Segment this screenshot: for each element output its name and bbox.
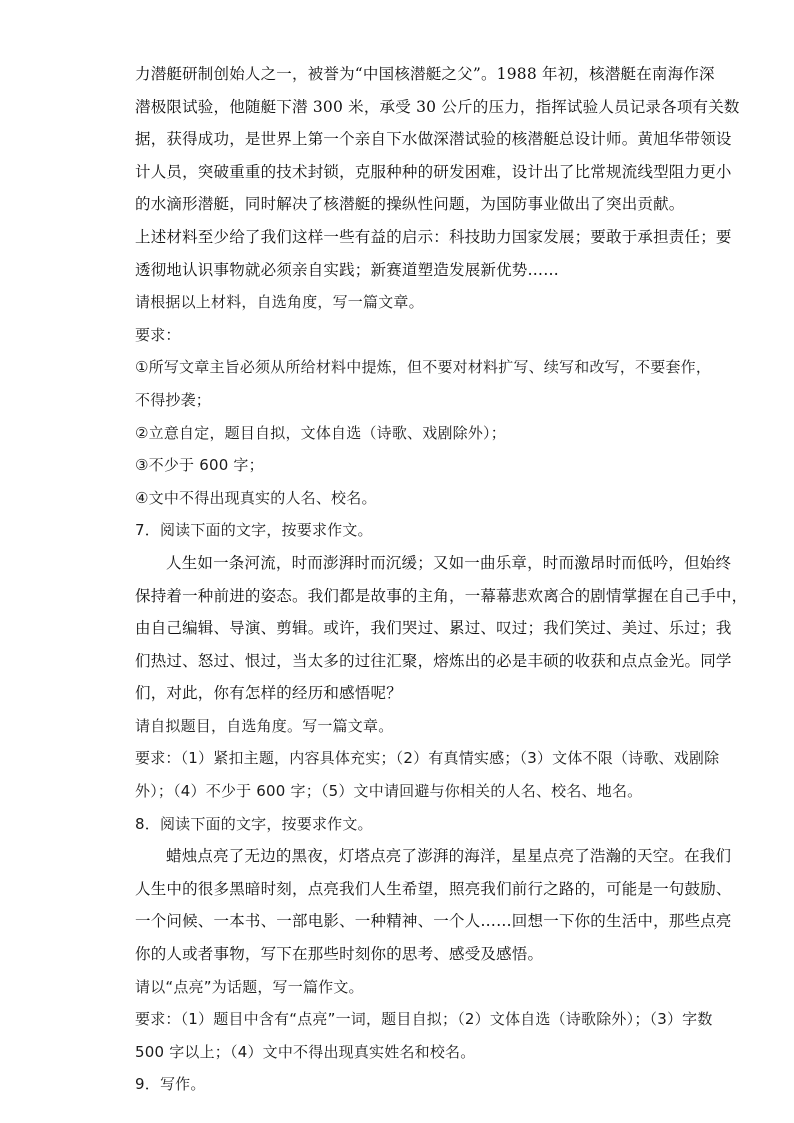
question-heading: 8．阅读下面的文字，按要求作文。 — [135, 814, 373, 833]
passage-line: 一个问候、一本书、一部电影、一种精神、一个人……回想一下你的生活中，那些点亮 — [135, 912, 732, 931]
requirement-item: 500 字以上；（4）文中不得出现真实姓名和校名。 — [135, 1042, 476, 1061]
requirement-item: ④文中不得出现真实的人名、校名。 — [135, 488, 377, 507]
passage-line: 人生中的很多黑暗时刻，点亮我们人生希望，照亮我们前行之路的，可能是一句鼓励、 — [135, 879, 732, 898]
requirements-label: 要求： — [135, 325, 181, 344]
passage-line: 你的人或者事物，写下在那些时刻你的思考、感受及感悟。 — [135, 945, 544, 964]
task-prompt: 请根据以上材料，自选角度，写一篇文章。 — [135, 293, 424, 312]
passage-line: 人生如一条河流，时而澎湃时而沉缓；又如一曲乐章，时而激昂时而低吟，但始终 — [166, 553, 732, 572]
requirement-item: 不得抄袭； — [135, 390, 212, 409]
material-line: 力潜艇研制创始人之一，被誉为“中国核潜艇之父”。1988 年初，核潜艇在南海作深 — [135, 65, 715, 83]
material-line: 透彻地认识事物就必须亲自实践；新赛道塑造发展新优势…… — [135, 260, 559, 279]
question-heading: 9．写作。 — [135, 1075, 206, 1094]
passage-line: 保持着一种前进的姿态。我们都是故事的主角，一幕幕悲欢离合的剧情掌握在自己手中， — [135, 586, 748, 605]
question-heading: 7．阅读下面的文字，按要求作文。 — [135, 521, 373, 540]
requirement-item: ①所写文章主旨必须从所给材料中提炼，但不要对材料扩写、续写和改写，不要套作， — [135, 358, 712, 377]
passage-line: 蜡烛点亮了无边的黑夜，灯塔点亮了澎湃的海洋，星星点亮了浩瀚的天空。在我们 — [166, 847, 732, 866]
passage-line: 们，对此，你有怎样的经历和感悟呢？ — [135, 684, 402, 703]
material-line: 潜极限试验，他随艇下潜 300 米，承受 30 公斤的压力，指挥试验人员记录各项有关数 — [135, 97, 740, 116]
material-line: 上述材料至少给了我们这样一些有益的启示：科技助力国家发展；要敢于承担责任；要 — [135, 227, 732, 246]
page-content — [135, 58, 748, 1101]
material-line: 的水滴形潜艇，同时解决了核潜艇的操纵性问题，为国防事业做出了突出贡献。 — [135, 195, 685, 214]
task-prompt: 请自拟题目，自选角度。写一篇文章。 — [135, 716, 394, 735]
task-prompt: 请以“点亮”为话题，写一篇作文。 — [135, 977, 364, 996]
requirement-item: 外）；（4）不少于 600 字；（5）文中请回避与你相关的人名、校名、地名。 — [135, 782, 643, 801]
passage-line: 们热过、怒过、恨过，当太多的过往汇聚，熔炼出的必是丰硕的收获和点点金光。同学 — [135, 651, 732, 670]
passage-line: 由自己编辑、导演、剪辑。或许，我们哭过、累过、叹过；我们笑过、美过、乐过；我 — [135, 619, 732, 638]
requirement-item: ③不少于 600 字； — [135, 456, 264, 475]
requirement-item: ②立意自定，题目自拟，文体自选（诗歌、戏剧除外）； — [135, 423, 506, 442]
material-line: 计人员，突破重重的技术封锁，克服种种的研发困难，设计出了比常规流线型阻力更小 — [135, 162, 732, 181]
requirement-item: 要求：（1）题目中含有“点亮”一词，题目自拟；（2）文体自选（诗歌除外）；（3）字数 — [135, 1010, 713, 1029]
material-line: 据，获得成功，是世界上第一个亲自下水做深潜试验的核潜艇总设计师。黄旭华带领设 — [135, 130, 732, 149]
requirement-item: 要求：（1）紧扣主题，内容具体充实；（2）有真情实感；（3）文体不限（诗歌、戏剧除 — [135, 749, 720, 768]
